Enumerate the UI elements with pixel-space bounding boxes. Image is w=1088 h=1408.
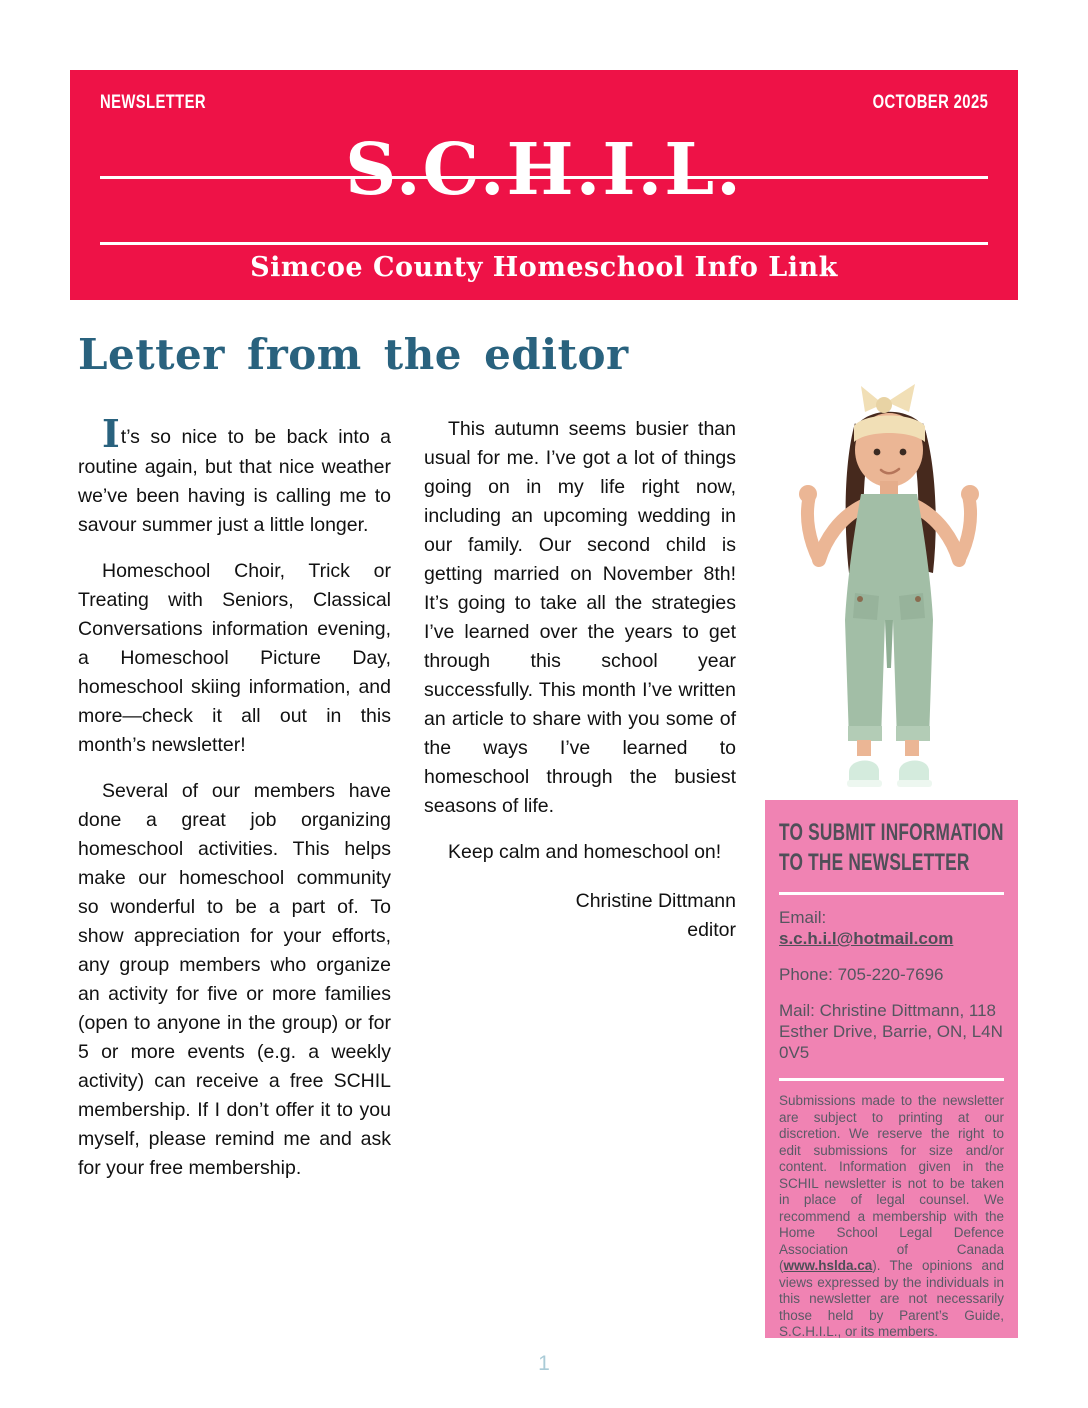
newsletter-subtitle: Simcoe County Homeschool Info Link — [250, 252, 838, 283]
mail-info: Mail: Christine Dittmann, 118 Esther Drive, Barrie, ON, L4N 0V5 — [779, 1001, 1003, 1062]
drop-cap: I — [102, 411, 121, 456]
paragraph-autumn: This autumn seems busier than usual for me. I’ve got a lot of things going on in my life right now, including an upcoming wedding in our family. Our second child is getting married on November 8th! It’s going to take all the strategies I’ve learned over the years to get through this school year successfully. This month I’ve written an article to share with you some of the ways I’ve learned to homeschool through the busiest seasons of life. — [424, 418, 736, 817]
banner-rule-bottom — [100, 242, 988, 245]
disclaimer-pre: Submissions made to the newsletter are subject to printing at our discretion. We reserve the right to edit submissions for size and/or content. Information given in the SCHIL newsletter is not to be taken in place of legal counsel. We recommend a membership with the Home School Legal Defence Association of Canada ( — [779, 1093, 1004, 1273]
article-column-middle — [424, 415, 736, 945]
email-link[interactable]: s.c.h.i.l@hotmail.com — [779, 929, 954, 948]
signature-role: editor — [687, 919, 736, 941]
hslda-link[interactable]: www.hslda.ca — [783, 1258, 873, 1273]
submit-box-title: TO SUBMIT INFORMATION TO THE NEWSLETTER — [779, 819, 1004, 876]
paragraph-membership: Several of our members have done a great job organizing homeschool activities. This helps make our homeschool community so wonderful to be a part of. To show appreciation for your efforts, any group members who organize an activity for five or more families (open to anyone in the group) or for 5 or more events (e.g. a weekly activity) can receive a free SCHIL membership. If I don’t offer it to you myself, please remind me and ask for your free membership. — [78, 780, 391, 1179]
submit-info-box — [765, 800, 1018, 1338]
article-heading: Letter from the editor — [78, 330, 629, 379]
email-label: Email: — [779, 908, 827, 927]
issue-date: OCTOBER 2025 — [872, 92, 988, 113]
disclaimer-post: ). The opinions and views expressed by the individuals in this newsletter are not necessarily those held by Parent’s Guide, S.C.H.I.L., or its members. — [779, 1258, 1004, 1339]
signature-name: Christine Dittmann — [575, 890, 736, 912]
newsletter-title: S.C.H.I.L. — [345, 127, 743, 211]
email-info — [779, 907, 1004, 949]
newsletter-kicker: NEWSLETTER — [100, 92, 206, 113]
submit-box-rule-top — [779, 892, 1004, 895]
paragraph-keep-calm: Keep calm and homeschool on! — [448, 841, 722, 863]
submit-box-rule-bottom — [779, 1078, 1004, 1081]
paragraph-intro — [78, 411, 391, 540]
page-number: 1 — [538, 1352, 550, 1375]
child-photo-illustration — [765, 368, 1013, 796]
paragraph-intro-text: t’s so nice to be back into a routine again, but that nice weather we’ve been having is calling me to savour summer just a little longer. — [78, 426, 391, 536]
signature-block — [424, 887, 736, 945]
child-photo — [765, 368, 1013, 796]
disclaimer-text — [779, 1093, 1004, 1341]
phone-info: Phone: 705-220-7696 — [779, 965, 944, 984]
paragraph-activities: Homeschool Choir, Trick or Treating with Seniors, Classical Conversations information evening, a Homeschool Picture Day, homeschool skiing information, and more—check it all out in this month’s newsletter! — [78, 560, 391, 756]
masthead-banner — [70, 70, 1018, 300]
article-column-left — [78, 411, 391, 1200]
